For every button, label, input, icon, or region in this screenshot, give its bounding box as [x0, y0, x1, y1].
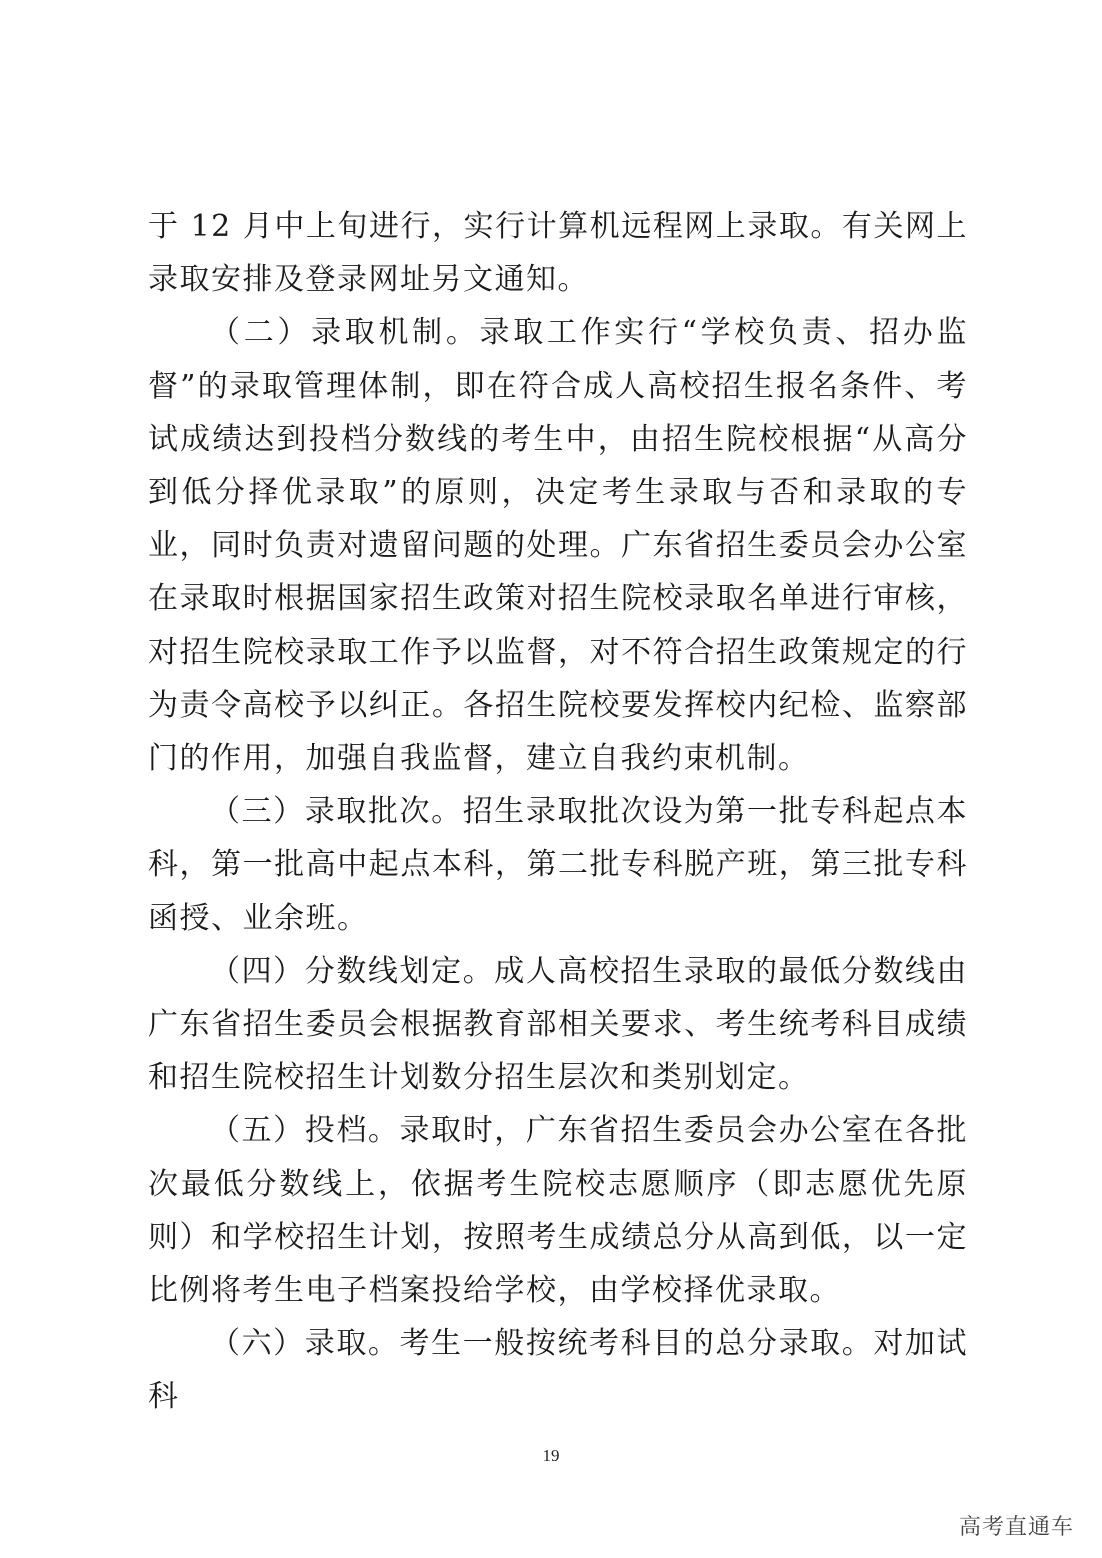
page-number: 19 — [542, 1446, 560, 1465]
watermark: 高考直通车 — [958, 1515, 1074, 1540]
paragraph-admission-batches: （三）录取批次。招生录取批次设为第一批专科起点本科，第一批高中起点本科，第二批专科脱产班，第三批专科函授、业余班。 — [148, 794, 968, 936]
paragraph-admission: （六）录取。考生一般按统考科目的总分录取。对加试科 — [148, 1326, 968, 1415]
paragraph-file-submission: （五）投档。录取时，广东省招生委员会办公室在各批次最低分数线上，依据考生院校志愿顺序（即志愿优先原则）和学校招生计划，按照考生成绩总分从高到低，以一定比例将考生电子档案投给学校，由学校择优录取。 — [148, 1113, 968, 1309]
paragraph-score-line: （四）分数线划定。成人高校招生录取的最低分数线由广东省招生委员会根据教育部相关要求、考生统考科目成绩和招生院校招生计划数分招生层次和类别划定。 — [148, 953, 968, 1096]
document-body — [148, 200, 968, 1424]
paragraph-admission-mechanism: （二）录取机制。录取工作实行“学校负责、招办监督”的录取管理体制，即在符合成人高校招生报名条件、考试成绩达到投档分数线的考生中，由招生院校根据“从高分到低分择优录取”的原则，决定考生录取与否和录取的专业，同时负责对遗留问题的处理。广东省招生委员会办公室在录取时根据国家招生政策对招生院校录取名单进行审核，对招生院校录取工作予以监督，对不符合招生政策规定的行为责令高校予以纠正。各招生院校要发挥校内纪检、监察部门的作用，加强自我监督，建立自我约束机制。 — [148, 315, 968, 777]
paragraph-continuation: 于 12 月中上旬进行，实行计算机远程网上录取。有关网上录取安排及登录网址另文通知。 — [148, 209, 968, 298]
